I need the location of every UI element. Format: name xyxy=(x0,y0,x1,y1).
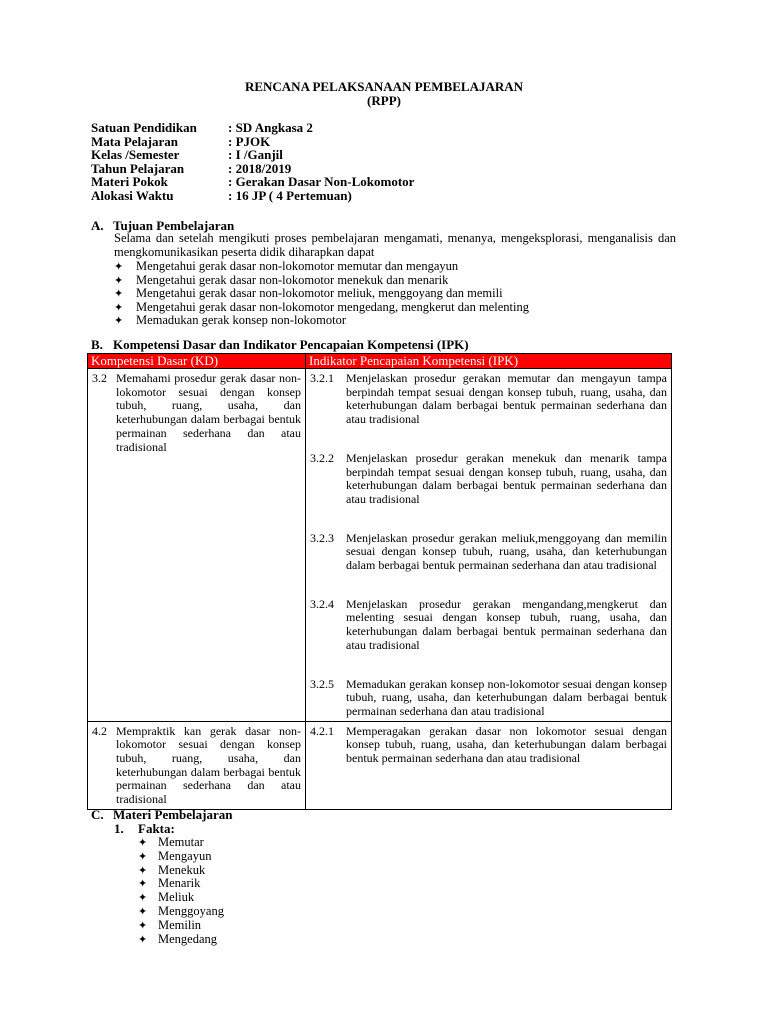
table-header-row xyxy=(88,354,672,369)
document-subtitle: (RPP) xyxy=(367,93,401,108)
ipk-number: 4.2.1 xyxy=(310,723,334,738)
star-bullet-icon: ✦ xyxy=(114,261,124,273)
ipk-text: Menjelaskan prosedur gerakan mengandang,mengkerut dan melenting sesuai dengan konsep tubuh, ruang, usaha, dan keterhubungan dalam berbagai bentuk permainan sederhana dan atau tradisional xyxy=(346,596,667,652)
competency-table xyxy=(87,353,672,810)
ipk-text: Memadukan gerakan konsep non-lokomotor sesuai dengan konsep tubuh, ruang, usaha, dan keterhubungan dalam berbagai bentuk permainan sederhana dan atau tradisional xyxy=(346,676,667,718)
identity-value: : 16 JP ( 4 Pertemuan) xyxy=(228,188,352,203)
identity-value: : 2018/2019 xyxy=(228,160,292,176)
section-c-heading: C. Materi Pembelajaran xyxy=(91,807,233,822)
fakta-heading: 1. Fakta: xyxy=(114,821,175,836)
star-bullet-icon: ✦ xyxy=(138,933,148,946)
star-bullet-icon: ✦ xyxy=(114,274,124,287)
ipk-text: Menjelaskan prosedur gerakan memutar dan mengayun tampa berpindah tempat sesuai dengan konsep tubuh, ruang, usaha, dan keterhubungan dalam berbagai bentuk permainan sederhana dan atau tradisional xyxy=(346,371,667,427)
section-a-intro: Selama dan setelah mengikuti proses pembelajaran mengamati, menanya, mengeksplorasi, menganalisis dan mengkomunikasikan peserta didik diharapkan dapat xyxy=(114,231,676,259)
ipk-cell xyxy=(306,721,672,809)
fakta-item: ✦ Menarik xyxy=(138,876,201,891)
star-bullet-icon: ✦ xyxy=(138,850,148,863)
column-header-ipk: Indikator Pencapaian Kompetensi (IPK) xyxy=(306,354,672,369)
identity-value: : I /Ganjil xyxy=(228,147,283,163)
ipk-number: 3.2.5 xyxy=(310,676,334,691)
section-a-heading: A. Tujuan Pembelajaran xyxy=(91,218,235,233)
ipk-number: 3.2.4 xyxy=(310,596,334,611)
identity-label: Tahun Pelajaran xyxy=(91,160,185,176)
ipk-number: 3.2.2 xyxy=(310,450,334,465)
kd-cell xyxy=(88,721,306,809)
star-bullet-icon: ✦ xyxy=(138,906,148,918)
ipk-item xyxy=(310,452,667,507)
star-bullet-icon: ✦ xyxy=(138,919,148,932)
identity-value: : SD Angkasa 2 xyxy=(228,120,313,135)
ipk-text: Menjelaskan prosedur gerakan meliuk,menggoyang dan memilin sesuai dengan konsep tubuh, ruang, usaha, dan keterhubungan dalam berbagai bentuk permainan sederhana dan atau tradisional xyxy=(346,530,667,573)
identity-label: Satuan Pendidikan xyxy=(91,120,197,135)
ipk-item xyxy=(310,598,667,653)
identity-label: Alokasi Waktu xyxy=(91,188,174,203)
star-bullet-icon: ✦ xyxy=(114,315,124,328)
objective-item: ✦ Mengetahui gerak dasar non-lokomotor meliuk, menggoyang dan memili xyxy=(114,286,503,301)
ipk-item xyxy=(310,678,667,719)
ipk-item xyxy=(310,725,667,766)
objective-item: ✦ Memadukan gerak konsep non-lokomotor xyxy=(114,313,347,328)
fakta-item: ✦ Mengedang xyxy=(138,931,218,946)
table-row xyxy=(88,369,672,722)
ipk-item xyxy=(310,372,667,427)
kd-cell xyxy=(88,369,306,722)
ipk-text: Menjelaskan prosedur gerakan menekuk dan menarik tampa berpindah tempat sesuai dengan konsep tubuh, ruang, usaha, dan keterhubungan dalam berbagai bentuk permainan sederhana dan atau tradisional xyxy=(346,450,667,506)
fakta-item: ✦ Memutar xyxy=(138,835,204,849)
kd-text: Mempraktik kan gerak dasar non-lokomotor sesuai dengan konsep tubuh, ruang, usaha, dan keterhubungan dalam berbagai bentuk permainan sederhana dan atau tradisional xyxy=(116,723,301,807)
star-bullet-icon: ✦ xyxy=(138,878,148,891)
kd-number: 3.2 xyxy=(92,371,107,385)
objective-item: ✦ Mengetahui gerak dasar non-lokomotor menekuk dan menarik xyxy=(114,272,449,287)
fakta-item: ✦ Memilin xyxy=(138,917,202,932)
identity-value: : PJOK xyxy=(228,133,271,149)
objective-item: ✦ Mengetahui gerak dasar non-lokomotor mengedang, mengkerut dan melenting xyxy=(114,299,529,314)
ipk-item xyxy=(310,532,667,573)
section-b-heading: B. Kompetensi Dasar dan Indikator Pencapaian Kompetensi (IPK) xyxy=(91,337,469,352)
objective-item: ✦ Mengetahui gerak dasar non-lokomotor memutar dan mengayun xyxy=(114,259,459,273)
kd-item xyxy=(92,372,301,454)
ipk-cell xyxy=(306,369,672,722)
kd-item xyxy=(92,725,301,807)
ipk-text: Memperagakan gerakan dasar non lokomotor sesuai dengan konsep tubuh, ruang, usaha, dan keterhubungan dalam berbagai bentuk permainan sederhana dan atau tradisional xyxy=(346,723,667,766)
star-bullet-icon: ✦ xyxy=(138,864,148,877)
identity-label: Materi Pokok xyxy=(91,174,168,190)
star-bullet-icon: ✦ xyxy=(114,301,124,314)
kd-text: Memahami prosedur gerak dasar non-lokomotor sesuai dengan konsep tubuh, ruang, usaha, dan keterhubungan dalam berbagai bentuk permainan sederhana dan atau tradisional xyxy=(116,371,301,454)
fakta-item: ✦ Menekuk xyxy=(138,862,206,877)
ipk-number: 3.2.1 xyxy=(310,371,334,385)
document-title: RENCANA PELAKSANAAN PEMBELAJARAN xyxy=(244,79,524,94)
kd-number: 4.2 xyxy=(92,723,107,738)
fakta-item: ✦ Menggoyang xyxy=(138,904,224,918)
star-bullet-icon: ✦ xyxy=(114,288,124,301)
fakta-item: ✦ Mengayun xyxy=(138,848,212,863)
star-bullet-icon: ✦ xyxy=(138,837,148,849)
fakta-item: ✦ Meliuk xyxy=(138,890,195,905)
ipk-number: 3.2.3 xyxy=(310,530,334,545)
star-bullet-icon: ✦ xyxy=(138,892,148,905)
table-row xyxy=(88,721,672,809)
identity-label: Kelas /Semester xyxy=(91,147,180,163)
column-header-kd: Kompetensi Dasar (KD) xyxy=(88,354,306,369)
identity-label: Mata Pelajaran xyxy=(91,133,179,149)
identity-value: : Gerakan Dasar Non-Lokomotor xyxy=(228,174,415,190)
